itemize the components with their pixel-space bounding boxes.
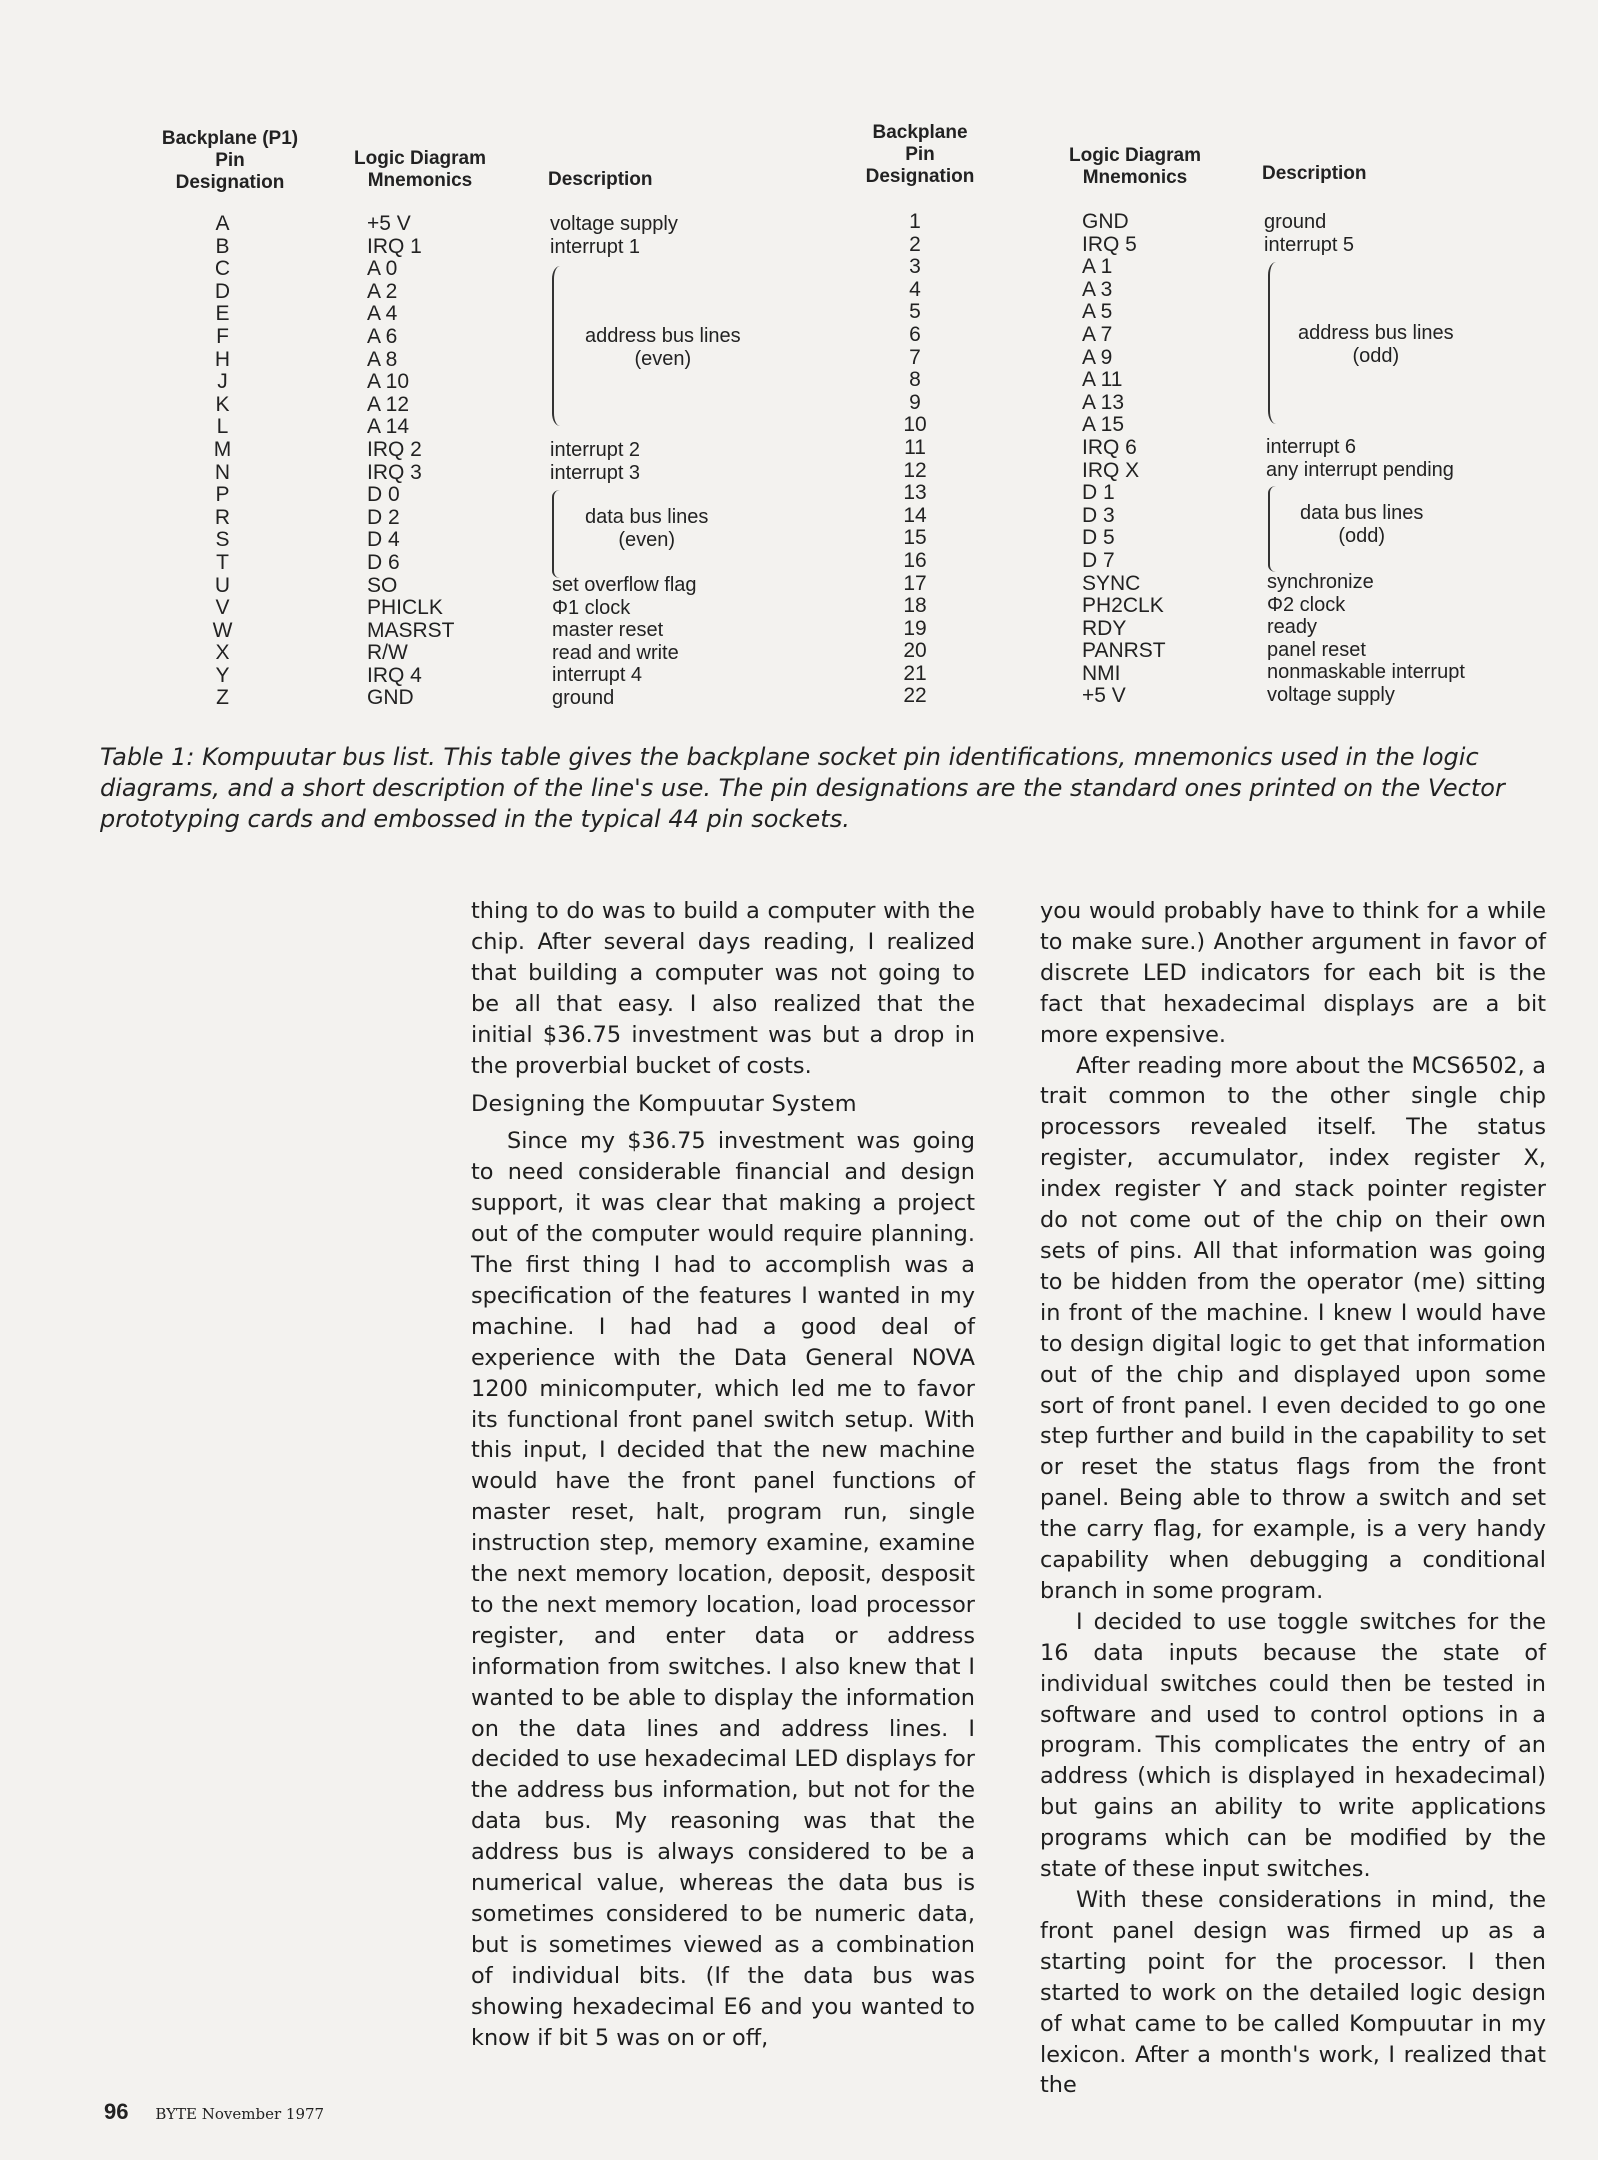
mnemonic: D 5	[1082, 526, 1115, 550]
pin-designation: 8	[909, 368, 921, 392]
paragraph: I decided to use toggle switches for the 16 data inputs because the state of individual switches could then be tested in software and used to control options in a program. This complicates the entry of an address (which is displayed in hexadecimal) but gains an ability to write applications programs which can be modified by the state of these input switches.	[1040, 1608, 1546, 1883]
right-pin-column	[885, 211, 945, 708]
table-caption: Table 1: Kompuutar bus list. This table gives the backplane socket pin identifications, mnemonics used in the logic diagrams, and a short description of the line's use. The pin designations are the standard ones printed on the Vector prototyping cards and embossed in the typical 44 pin sockets.	[100, 743, 1505, 833]
left-address-brace	[552, 266, 568, 426]
mnemonic: IRQ 4	[367, 663, 422, 687]
description: read and write	[552, 641, 679, 664]
left-data-brace	[552, 490, 568, 578]
pin-designation: P	[215, 483, 230, 507]
pin-designation: H	[214, 347, 231, 371]
mnemonic: D 2	[367, 505, 400, 529]
mnemonic: IRQ X	[1082, 458, 1140, 482]
paragraph: With these considerations in mind, the front panel design was firmed up as a starting point for the processor. I then started to work on the detailed logic design of what came to be called Kompuutar in my lexicon. After a month's work, I realized that the	[1040, 1887, 1546, 2099]
right-data-group	[1300, 502, 1423, 547]
mnemonic: GND	[367, 686, 414, 710]
pin-designation: 6	[909, 322, 921, 346]
pin-designation: N	[214, 460, 231, 484]
left-desc-top	[550, 213, 678, 258]
right-mnemonic-column	[1082, 211, 1232, 708]
pin-designation: 18	[903, 594, 927, 618]
right-desc-any-interrupt: any interrupt pending	[1266, 458, 1454, 481]
mnemonic: R/W	[367, 641, 408, 665]
pin-designation: C	[214, 257, 231, 281]
left-data-label: data bus lines	[585, 506, 709, 528]
mnemonic: IRQ 5	[1082, 232, 1137, 256]
description: ground	[552, 686, 615, 709]
mnemonic: A 8	[367, 347, 398, 371]
right-address-group	[1298, 322, 1454, 367]
left-description-header: Description	[548, 169, 653, 190]
mnemonic: SYNC	[1082, 571, 1141, 595]
right-description-header: Description	[1262, 163, 1367, 184]
left-mnemonic-header: Logic Diagram Mnemonics	[354, 148, 486, 191]
mnemonic: A 4	[367, 302, 398, 326]
mnemonic: A 3	[1082, 277, 1113, 301]
left-desc-bottom	[552, 574, 697, 710]
left-pin-column	[200, 213, 245, 710]
left-desc-interrupt2: interrupt 2	[550, 439, 641, 461]
paragraph: Since my $36.75 investment was going to need considerable financial and design support, it was clear that making a project out of the computer would require planning. The first thing I had to accomplish was a specification of the features I wanted in my machine. I had had a good deal of experience with the Data General NOVA 1200 minicomputer, which led me to favor its functional front panel switch setup. With this input, I decided that the new machine would have the front panel functions of master reset, halt, program run, single instruction step, memory examine, examine the next memory location, deposit, desposit to the next memory location, load processor register, and enter data or address information from switches. I also knew that I wanted to be able to display the information on the data lines and address lines. I decided to use hexadecimal LED displays for the address bus information, but not for the data bus. My reasoning was that the address bus is always considered to be a numerical value, whereas the data bus is sometimes considered to be numeric data, but is sometimes viewed as a combination of individual bits. (If the data bus was showing hexadecimal E6 and you wanted to know if bit 5 was on or off,	[471, 1128, 975, 2051]
right-address-label: address bus lines	[1298, 322, 1454, 344]
pin-designation: 17	[903, 571, 927, 595]
article-column-2	[1040, 896, 1546, 2101]
pin-designation: Y	[215, 663, 230, 687]
mnemonic: A 13	[1082, 390, 1125, 414]
mnemonic: D 6	[367, 550, 400, 574]
mnemonic: D 1	[1082, 481, 1115, 505]
pin-designation: 22	[903, 684, 927, 708]
left-mnemonic-column	[367, 213, 517, 710]
pin-designation: 3	[909, 255, 921, 279]
right-desc-mid	[1266, 436, 1454, 481]
pin-designation: E	[215, 302, 230, 326]
page-footer	[104, 2099, 324, 2125]
pin-designation: 13	[903, 481, 927, 505]
description: nonmaskable interrupt	[1267, 661, 1465, 684]
right-mnemonic-header: Logic Diagram Mnemonics	[1069, 145, 1201, 188]
pin-designation: T	[216, 550, 229, 574]
right-data-label: data bus lines	[1300, 502, 1424, 524]
pin-designation: D	[214, 279, 231, 303]
pin-designation: Z	[216, 686, 229, 710]
mnemonic: A 1	[1082, 255, 1113, 279]
mnemonic: SO	[367, 573, 398, 597]
right-pin-header: Backplane Pin Designation	[865, 122, 975, 187]
mnemonic: +5 V	[367, 212, 411, 235]
description: panel reset	[1267, 638, 1366, 661]
mnemonic: A 12	[367, 392, 410, 416]
mnemonic: A 0	[367, 257, 398, 281]
pin-designation: 16	[903, 548, 927, 572]
page-number: 96	[104, 2099, 129, 2124]
description: master reset	[552, 619, 664, 642]
mnemonic: A 7	[1082, 322, 1113, 346]
mnemonic: IRQ 3	[367, 460, 422, 484]
paragraph: you would probably have to think for a while to make sure.) Another argument in favor of discrete LED indicators for each bit is the fact that hexadecimal displays are a bit more expensive.	[1040, 898, 1546, 1048]
pin-designation: 9	[909, 390, 921, 414]
right-data-brace	[1268, 486, 1284, 572]
pin-designation: W	[212, 618, 233, 642]
mnemonic: NMI	[1082, 661, 1121, 685]
mnemonic: A 11	[1082, 368, 1123, 392]
description: Φ2 clock	[1267, 593, 1346, 616]
pin-designation: A	[215, 212, 230, 235]
left-desc-interrupt3: interrupt 3	[550, 461, 641, 484]
mnemonic: MASRST	[367, 618, 455, 642]
pin-designation: 5	[909, 300, 921, 324]
pin-designation: 11	[904, 435, 926, 459]
pin-designation: J	[217, 370, 228, 394]
pin-designation: 2	[909, 232, 921, 256]
left-pin-header: Backplane (P1) Pin Designation	[161, 128, 299, 193]
mnemonic: A 2	[367, 279, 398, 303]
mnemonic: D 3	[1082, 503, 1115, 527]
pin-designation: F	[216, 324, 229, 348]
description: synchronize	[1267, 571, 1374, 593]
right-data-parity: (odd)	[1338, 524, 1386, 547]
right-address-parity: (odd)	[1352, 344, 1400, 367]
left-address-parity: (even)	[634, 347, 692, 370]
pin-designation: 19	[903, 616, 927, 640]
right-desc-bottom	[1267, 571, 1465, 707]
paragraph: After reading more about the MCS6502, a trait common to the other single chip processors revealed itself. The status register, accumulator, index register X, index register Y and stack pointer register do not come out of the chip on their own sets of pins. All that information was going to be hidden from the operator (me) sitting in front of the machine. I knew I would have to design digital logic to get that information out of the chip and displayed upon some sort of front panel. I even decided to go one step further and build in the capability to set or reset the status flags from the front panel. Being able to throw a switch and set the carry flag, for example, is a very handy capability when debugging a conditional branch in some program.	[1040, 1052, 1546, 1604]
left-desc-mid	[550, 439, 640, 484]
description: set overflow flag	[552, 574, 697, 596]
mnemonic: IRQ 2	[367, 437, 422, 461]
mnemonic: IRQ 1	[367, 234, 422, 258]
description: voltage supply	[1267, 683, 1395, 706]
article-column-1	[471, 896, 975, 2054]
pin-designation: X	[215, 641, 230, 665]
description: Φ1 clock	[552, 596, 631, 619]
mnemonic: D 7	[1082, 548, 1115, 572]
mnemonic: PH2CLK	[1082, 594, 1164, 618]
left-desc-voltage: voltage supply	[550, 213, 678, 235]
right-desc-interrupt6: interrupt 6	[1266, 436, 1357, 458]
pin-designation: M	[213, 437, 232, 461]
pin-designation: 4	[909, 277, 921, 301]
pin-designation: L	[216, 415, 229, 439]
mnemonic: A 6	[367, 324, 398, 348]
pin-designation: 1	[909, 210, 921, 233]
mnemonic: D 4	[367, 528, 400, 552]
pin-designation: 20	[903, 639, 927, 663]
mnemonic: D 0	[367, 483, 400, 507]
left-data-group	[585, 506, 708, 551]
pin-designation: 14	[903, 503, 927, 527]
pin-designation: S	[215, 528, 230, 552]
section-heading: Designing the Kompuutar System	[471, 1091, 857, 1118]
mnemonic: A 15	[1082, 413, 1125, 437]
pin-designation: 7	[909, 345, 921, 369]
description: interrupt 4	[552, 664, 643, 687]
description: ready	[1267, 616, 1318, 639]
pin-designation: 12	[903, 458, 927, 482]
pin-designation: U	[214, 573, 231, 597]
right-desc-top	[1264, 211, 1354, 256]
left-data-parity: (even)	[618, 528, 676, 551]
publication-name: BYTE November 1977	[155, 2105, 325, 2123]
mnemonic: A 9	[1082, 345, 1113, 369]
right-desc-ground: ground	[1264, 211, 1327, 233]
mnemonic: PHICLK	[367, 596, 443, 620]
mnemonic: RDY	[1082, 616, 1127, 640]
mnemonic: A 5	[1082, 300, 1113, 324]
pin-designation: K	[215, 392, 230, 416]
mnemonic: GND	[1082, 210, 1129, 233]
pin-designation: 10	[903, 413, 927, 437]
paragraph: thing to do was to build a computer with the chip. After several days reading, I realized that building a computer was not going to be all that easy. I also realized that the initial $36.75 investment was but a drop in the proverbial bucket of costs.	[471, 898, 975, 1079]
right-desc-interrupt5: interrupt 5	[1264, 233, 1355, 256]
pin-designation: B	[215, 234, 230, 258]
mnemonic: A 14	[367, 415, 410, 439]
mnemonic: PANRST	[1082, 639, 1166, 663]
right-address-brace	[1268, 262, 1284, 424]
pin-designation: 15	[903, 526, 927, 550]
mnemonic: IRQ 6	[1082, 435, 1137, 459]
mnemonic: A 10	[367, 370, 410, 394]
left-desc-interrupt1: interrupt 1	[550, 235, 641, 258]
left-address-label: address bus lines	[585, 325, 741, 347]
pin-designation: V	[215, 596, 230, 620]
mnemonic: +5 V	[1082, 684, 1126, 708]
pin-designation: R	[214, 505, 231, 529]
left-address-group	[585, 325, 741, 370]
pin-designation: 21	[903, 661, 927, 685]
